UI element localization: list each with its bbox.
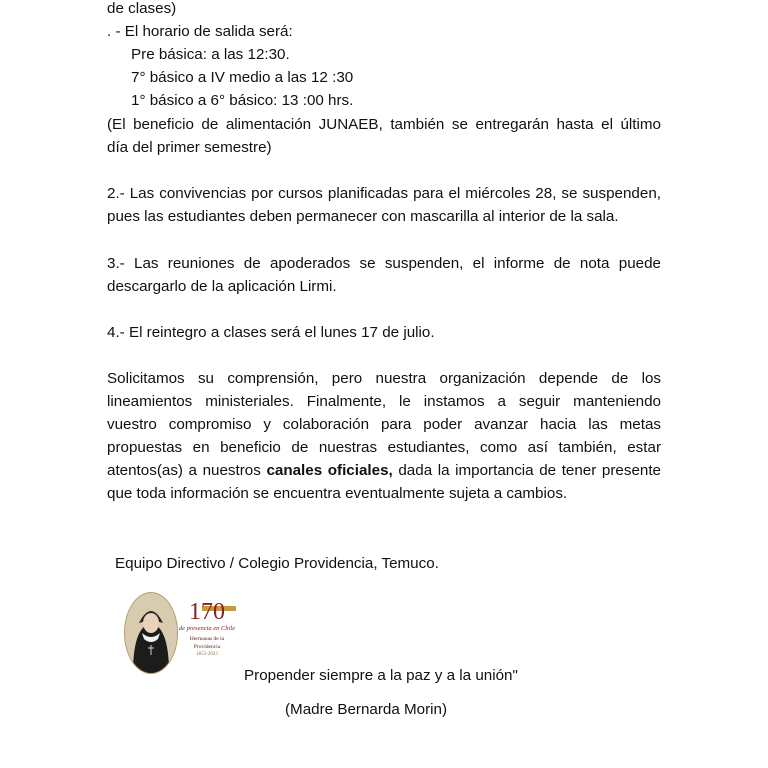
paragraph-line: propuestas en beneficio de nuestras estudiantes, como así también, estar [107, 439, 661, 456]
quote-author: (Madre Bernarda Morin) [285, 701, 448, 718]
logo-org: Hermanas de la Providencia [189, 636, 225, 650]
logo-number: 170 [189, 599, 225, 625]
paragraph-line: 4.- El reintegro a clases será el lunes 17 de julio. [107, 324, 435, 341]
paragraph-line [107, 462, 661, 480]
portrait-image [124, 592, 178, 674]
paragraph-line: día del primer semestre) [107, 139, 272, 156]
schedule-heading: . - El horario de salida será: [107, 23, 293, 40]
logo-text [178, 600, 236, 658]
paragraph-line: vuestro compromiso y colaboración para poder avanzar hacia las metas [107, 416, 661, 433]
logo-years: 1853-2023 [196, 652, 218, 657]
paragraph-line: pues las estudiantes deben permanecer con mascarilla al interior de la sala. [107, 208, 619, 225]
paragraph-line: 3.- Las reuniones de apoderados se suspenden, el informe de nota puede [107, 255, 661, 272]
text-fragment: atentos(as) a nuestros [107, 462, 267, 479]
school-anniversary-logo [124, 592, 236, 676]
paragraph-line: que toda información se encuentra eventualmente sujeta a cambios. [107, 485, 568, 502]
paragraph-line: descargarlo de la aplicación Lirmi. [107, 278, 337, 295]
text-line: de clases) [107, 0, 177, 17]
signature: Equipo Directivo / Colegio Providencia, Temuco. [115, 555, 439, 572]
paragraph-line: 2.- Las convivencias por cursos planificadas para el miércoles 28, se suspenden, [107, 185, 661, 202]
text-fragment: dada la importancia de tener presente [392, 462, 662, 479]
paragraph-line: Solicitamos su comprensión, pero nuestra organización depende de los [107, 370, 661, 387]
paragraph-line: (El beneficio de alimentación JUNAEB, también se entregarán hasta el último [107, 116, 661, 133]
schedule-item: 1° básico a 6° básico: 13 :00 hrs. [131, 92, 354, 109]
logo-subtitle: de presencia en Chile [178, 625, 236, 632]
paragraph-line: lineamientos ministeriales. Finalmente, le instamos a seguir manteniendo [107, 393, 661, 410]
schedule-item: Pre básica: a las 12:30. [131, 46, 290, 63]
quote-text: Propender siempre a la paz y a la unión" [244, 667, 518, 684]
emphasis-text: canales oficiales, [266, 462, 393, 479]
schedule-item: 7° básico a IV medio a las 12 :30 [131, 69, 354, 86]
